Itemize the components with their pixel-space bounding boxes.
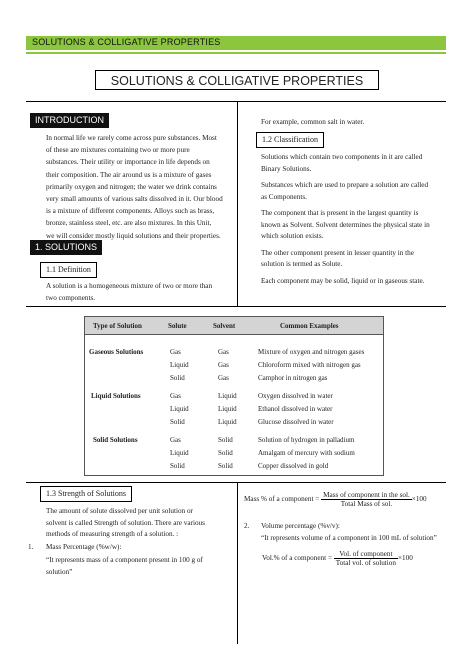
table-cell: Gas bbox=[218, 348, 229, 356]
intro-line: is a mixture of different components. Alloys such as brass, bbox=[46, 207, 215, 216]
table-cell: Ethanol dissolved in water bbox=[258, 405, 333, 413]
vol-denominator: Total vol. of solution bbox=[335, 559, 396, 567]
table-cell: Solid bbox=[218, 462, 233, 470]
classification-line: as Components. bbox=[261, 192, 307, 201]
strength-line: The amount of solute dissolved per unit solution or bbox=[46, 507, 193, 515]
column-divider-top bbox=[237, 101, 238, 306]
classification-para bbox=[261, 180, 446, 203]
classification-text bbox=[261, 152, 446, 287]
table-cell: Solution of hydrogen in palladium bbox=[258, 436, 355, 444]
intro-heading: INTRODUCTION bbox=[30, 113, 109, 128]
table-cell: Solid bbox=[170, 418, 185, 426]
classification-para bbox=[261, 208, 446, 243]
classification-para bbox=[261, 152, 446, 175]
classification-line: Each component may be solid, liquid or in gaseous state. bbox=[261, 276, 425, 285]
table-cell: Gas bbox=[218, 361, 229, 369]
table-group-label: Gaseous Solutions bbox=[89, 348, 144, 356]
strength-paragraph bbox=[46, 506, 232, 541]
vol-multiplier: ×100 bbox=[397, 554, 413, 563]
running-title: SOLUTIONS & COLLIGATIVE PROPERTIES bbox=[32, 37, 221, 47]
table-cell: Mixture of oxygen and nitrogen gases bbox=[258, 348, 365, 356]
table-header-examples: Common Examples bbox=[280, 322, 339, 330]
column-divider-bottom bbox=[237, 482, 238, 644]
mass-formula-lhs: Mass % of a component = bbox=[244, 495, 320, 504]
item-number: 1. bbox=[28, 543, 34, 551]
vol-numerator: Vol. of component bbox=[334, 550, 398, 559]
strength-line: methods of measuring strength of a solution. : bbox=[46, 530, 179, 538]
table-cell: Oxygen dissolved in water bbox=[258, 392, 333, 400]
table-cell: Solid bbox=[170, 374, 185, 382]
mass-desc-line: “It represents mass of a component present in 100 g of bbox=[46, 556, 203, 564]
mass-percentage-desc bbox=[46, 555, 232, 578]
mass-percent-formula bbox=[244, 491, 427, 508]
example-line: For example, common salt in water. bbox=[261, 118, 365, 126]
classification-line: Substances which are used to prepare a solution are called bbox=[261, 181, 429, 189]
mid-rule bbox=[26, 306, 446, 307]
mass-fraction bbox=[321, 491, 412, 508]
table-header-solute: Solute bbox=[168, 322, 187, 330]
table-group-label: Solid Solutions bbox=[93, 436, 138, 444]
classification-para bbox=[261, 248, 446, 271]
table-cell: Gas bbox=[218, 374, 229, 382]
intro-line: In normal life we rarely come across pure substances. Most bbox=[46, 134, 217, 142]
intro-line: primarily oxygen and nitrogen; the water we drink contains bbox=[46, 182, 217, 191]
table-cell: Liquid bbox=[218, 418, 237, 426]
page-title: SOLUTIONS & COLLIGATIVE PROPERTIES bbox=[95, 70, 379, 90]
table-cell: Liquid bbox=[218, 405, 237, 413]
table-cell: Liquid bbox=[218, 392, 237, 400]
intro-line: of these are mixtures containing two or more pure bbox=[46, 146, 190, 155]
classification-heading: 1.2 Classification bbox=[256, 132, 324, 148]
table-cell: Chloroform mixed with nitrogen gas bbox=[258, 361, 361, 369]
classification-para bbox=[261, 276, 446, 288]
vol-formula-lhs: Vol.% of a component = bbox=[262, 554, 332, 563]
top-rule bbox=[26, 101, 446, 102]
intro-line: very small amounts of various salts dissolved in it. Our blood bbox=[46, 195, 223, 204]
table-group-label: Liquid Solutions bbox=[91, 392, 141, 400]
table-cell: Gas bbox=[170, 392, 181, 400]
intro-paragraph bbox=[46, 132, 232, 242]
classification-line: known as Solvent. Solvent determines the physical state in bbox=[261, 220, 430, 229]
definition-line: A solution is a homogeneous mixture of two or more than bbox=[46, 282, 213, 290]
volume-percent-formula bbox=[262, 550, 413, 567]
vol-fraction bbox=[334, 550, 398, 567]
classification-line: The component that is present in the largest quantity is bbox=[261, 209, 419, 217]
table-cell: Amalgam of mercury with sodium bbox=[258, 449, 355, 457]
volume-percentage-desc: “It represents volume of a component in 100 mL of solution” bbox=[261, 534, 437, 542]
table-cell: Liquid bbox=[170, 361, 189, 369]
intro-line: we will consider mostly liquid solutions and their properties. bbox=[46, 231, 221, 240]
table-cell: Solid bbox=[170, 462, 185, 470]
mass-percentage-title: Mass Percentage (%w/w): bbox=[46, 543, 122, 551]
definition-paragraph bbox=[46, 280, 232, 304]
table-cell: Gas bbox=[170, 348, 181, 356]
solutions-heading: 1. SOLUTIONS bbox=[30, 240, 102, 255]
table-header-solvent: Solvent bbox=[213, 322, 236, 330]
intro-line: bronze, stainless steel, etc. are also mixtures. In this Unit, bbox=[46, 219, 212, 228]
intro-line: substances. Their utility or importance in life depends on bbox=[46, 158, 210, 167]
volume-percentage-title: Volume percentage (%v/v): bbox=[261, 522, 340, 530]
mass-desc-line: solution” bbox=[46, 567, 73, 576]
definition-line: two components. bbox=[46, 294, 96, 303]
table-cell: Liquid bbox=[170, 405, 189, 413]
table-cell: Gas bbox=[170, 436, 181, 444]
table-cell: Glucose dissolved in water bbox=[258, 418, 334, 426]
strength-heading: 1.3 Strength of Solutions bbox=[40, 486, 132, 502]
table-cell: Solid bbox=[218, 449, 233, 457]
item-number: 2. bbox=[244, 522, 250, 530]
table-cell: Solid bbox=[218, 436, 233, 444]
mass-multiplier: ×100 bbox=[411, 495, 427, 504]
classification-line: which solution exists. bbox=[261, 232, 324, 240]
mass-denominator: Total Mass of sol. bbox=[340, 500, 393, 508]
mass-numerator: Mass of component in the sol. bbox=[323, 491, 410, 499]
table-cell: Copper dissolved in gold bbox=[258, 462, 329, 470]
header-rule bbox=[26, 52, 446, 54]
table-cell: Liquid bbox=[170, 449, 189, 457]
table-header-type: Type of Solution bbox=[93, 322, 142, 330]
intro-line: their composition. The air around us is a mixture of gases bbox=[46, 170, 212, 179]
classification-line: The other component present in lesser quantity in the bbox=[261, 248, 414, 257]
classification-line: solution is termed as Solute. bbox=[261, 260, 343, 268]
classification-line: Binary Solutions. bbox=[261, 164, 312, 173]
table-cell: Camphor in nitrogen gas bbox=[258, 374, 328, 382]
pre-strength-rule bbox=[26, 482, 446, 483]
definition-heading: 1.1 Definition bbox=[40, 262, 97, 278]
strength-line: solvent is called Strength of solution. There are various bbox=[46, 518, 205, 527]
classification-line: Solutions which contain two components in it are called bbox=[261, 153, 423, 161]
